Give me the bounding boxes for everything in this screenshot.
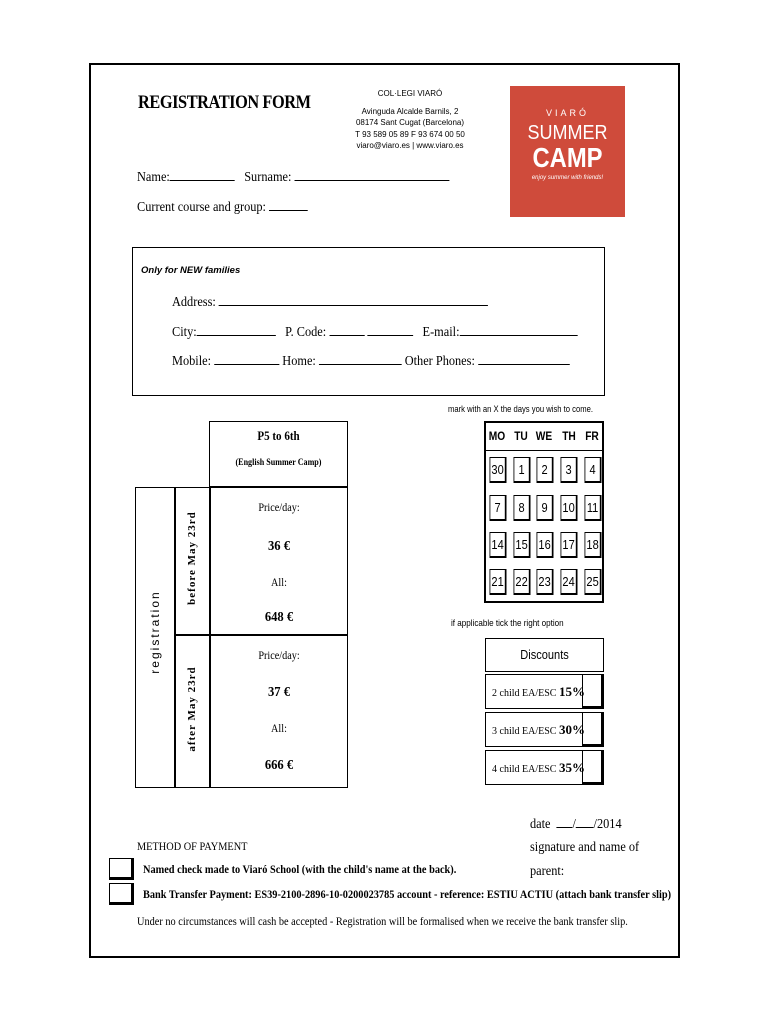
pcode-field-1[interactable] bbox=[329, 323, 364, 336]
day-cell[interactable]: 25 bbox=[585, 569, 602, 595]
school-address-1: Avinguda Alcalde Barnils, 2 bbox=[361, 106, 459, 116]
mobile-label: Mobile: bbox=[172, 354, 212, 369]
date-row: date / /2014 bbox=[530, 817, 622, 832]
email-label: E-mail: bbox=[422, 325, 460, 340]
mobile-field[interactable] bbox=[214, 352, 279, 365]
other-phones-field[interactable] bbox=[478, 352, 570, 365]
course-label: Current course and group: bbox=[137, 200, 266, 215]
address-field[interactable] bbox=[219, 293, 488, 306]
date-day-field[interactable] bbox=[557, 815, 573, 828]
day-cell[interactable]: 11 bbox=[585, 495, 602, 521]
home-field[interactable] bbox=[319, 352, 402, 365]
discount-checkbox-4[interactable] bbox=[582, 750, 604, 785]
name-field[interactable] bbox=[170, 168, 235, 181]
discount-row-4: 4 child EA/ESC 35% bbox=[485, 750, 583, 785]
name-row bbox=[137, 168, 449, 186]
day-cell[interactable]: 4 bbox=[585, 457, 602, 483]
discount-row-3: 3 child EA/ESC 30% bbox=[485, 712, 583, 747]
discounts-table bbox=[485, 638, 604, 788]
school-web: viaro@viaro.es | www.viaro.es bbox=[356, 141, 464, 150]
after-all-label: All: bbox=[271, 721, 287, 735]
school-name: COL·LEGI VIARÓ bbox=[377, 89, 443, 98]
city-label: City: bbox=[172, 325, 197, 340]
before-prices bbox=[210, 487, 348, 635]
discounts-title: Discounts bbox=[520, 647, 569, 662]
payment-transfer-label: Bank Transfer Payment: ES39-2100-2896-10-0200023785 account - reference: ESTIU ACTIU (attach bank transfer slip) bbox=[143, 887, 672, 901]
day-cell[interactable]: 3 bbox=[561, 457, 578, 483]
school-address-2: 08174 Sant Cugat (Barcelona) bbox=[355, 118, 465, 127]
date-month-field[interactable] bbox=[576, 815, 594, 828]
after-label: after May 23rd bbox=[186, 666, 198, 752]
before-all-label: All: bbox=[271, 575, 287, 589]
pricing-title: P5 to 6th bbox=[257, 428, 300, 443]
calendar-header-fr: FR bbox=[585, 429, 599, 443]
pricing-subtitle: (English Summer Camp) bbox=[235, 458, 322, 468]
day-cell[interactable]: 21 bbox=[490, 569, 507, 595]
day-cell[interactable]: 16 bbox=[537, 532, 554, 558]
payment-title: METHOD OF PAYMENT bbox=[137, 839, 248, 853]
day-cell[interactable]: 18 bbox=[585, 532, 602, 558]
day-cell[interactable]: 9 bbox=[537, 495, 554, 521]
day-cell[interactable]: 30 bbox=[490, 457, 507, 483]
pricing-header-box bbox=[209, 421, 348, 487]
registration-label: registration bbox=[148, 590, 162, 674]
day-cell[interactable]: 24 bbox=[561, 569, 578, 595]
discount-row-2: 2 child EA/ESC 15% bbox=[485, 674, 583, 709]
day-cell[interactable]: 22 bbox=[514, 569, 531, 595]
day-cell[interactable]: 1 bbox=[514, 457, 531, 483]
calendar-instruction: mark with an X the days you wish to come. bbox=[448, 404, 593, 414]
day-cell[interactable]: 17 bbox=[561, 532, 578, 558]
before-all: 648 € bbox=[264, 610, 294, 625]
after-price-day: 37 € bbox=[267, 685, 291, 700]
course-row bbox=[137, 198, 308, 216]
address-row bbox=[172, 293, 488, 311]
school-phone: T 93 589 05 89 F 93 674 00 50 bbox=[355, 129, 465, 139]
surname-label: Surname: bbox=[244, 170, 292, 185]
payment-check-label: Named check made to Viaró School (with the child's name at the back). bbox=[143, 862, 457, 876]
calendar-header-th: TH bbox=[562, 429, 576, 443]
before-label: before May 23rd bbox=[186, 511, 198, 605]
payment-transfer-checkbox[interactable] bbox=[109, 883, 134, 905]
surname-field[interactable] bbox=[295, 168, 450, 181]
day-cell[interactable]: 23 bbox=[537, 569, 554, 595]
course-field[interactable] bbox=[269, 198, 308, 211]
email-field[interactable] bbox=[459, 323, 577, 336]
discount-instruction: if applicable tick the right option bbox=[451, 618, 564, 629]
discount-checkbox-2[interactable] bbox=[582, 674, 604, 709]
calendar-header-mo: MO bbox=[488, 429, 506, 443]
address-label: Address: bbox=[172, 295, 216, 310]
signature-label-1: signature and name of bbox=[530, 840, 640, 855]
date-year: /2014 bbox=[593, 817, 622, 832]
day-cell[interactable]: 10 bbox=[561, 495, 578, 521]
after-all: 666 € bbox=[264, 758, 294, 773]
form-title: REGISTRATION FORM bbox=[138, 92, 311, 113]
discount-checkbox-3[interactable] bbox=[582, 712, 604, 747]
payment-note: Under no circumstances will cash be accepted - Registration will be formalised when we receive the bank transfer slip. bbox=[137, 914, 628, 928]
new-families-label: Only for NEW families bbox=[141, 265, 241, 276]
before-price-day-label: Price/day: bbox=[258, 500, 300, 514]
other-phones-label: Other Phones: bbox=[404, 354, 475, 369]
before-price-day: 36 € bbox=[267, 539, 291, 554]
day-cell[interactable]: 7 bbox=[490, 495, 507, 521]
after-prices bbox=[210, 635, 348, 788]
city-field[interactable] bbox=[197, 323, 276, 336]
day-cell[interactable]: 14 bbox=[490, 532, 507, 558]
pcode-field-2[interactable] bbox=[368, 323, 414, 336]
city-row bbox=[172, 323, 577, 341]
date-label: date bbox=[530, 817, 551, 832]
pcode-label: P. Code: bbox=[285, 325, 327, 340]
signature-label-2: parent: bbox=[530, 864, 565, 879]
home-label: Home: bbox=[282, 354, 316, 369]
calendar-header-we: WE bbox=[535, 429, 553, 443]
after-price-day-label: Price/day: bbox=[258, 648, 300, 662]
calendar-grid bbox=[484, 421, 604, 603]
school-info bbox=[340, 88, 480, 152]
name-label: Name: bbox=[137, 170, 170, 185]
day-cell[interactable]: 2 bbox=[537, 457, 554, 483]
day-cell[interactable]: 8 bbox=[514, 495, 531, 521]
phones-row bbox=[172, 352, 569, 370]
day-cell[interactable]: 15 bbox=[514, 532, 531, 558]
calendar-header-tu: TU bbox=[514, 429, 528, 443]
summer-camp-logo: VIARÓ SUMMER CAMP enjoy summer with friends! bbox=[510, 86, 625, 217]
payment-check-checkbox[interactable] bbox=[109, 858, 134, 880]
